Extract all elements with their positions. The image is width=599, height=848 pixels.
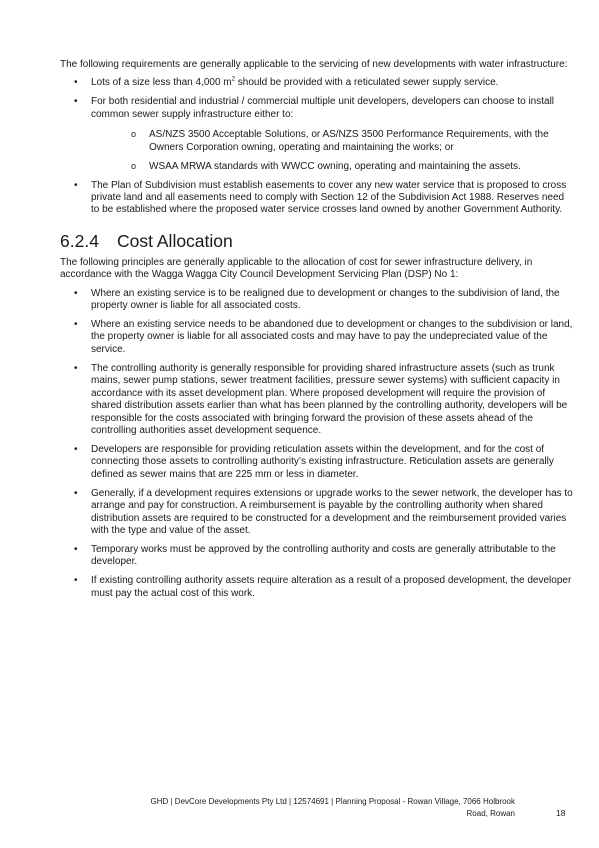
list-item-text: should be provided with a reticulated sewer supply service.	[234, 77, 499, 89]
intro-paragraph: The following requirements are generally applicable to the servicing of new developments with water infrastructure:	[60, 59, 568, 70]
sub-list-item: o AS/NZS 3500 Acceptable Solutions, or AS/NZS 3500 Performance Requirements, with the Owners Corporation owning, operating and maintaining the works; or	[91, 129, 575, 154]
list-item	[60, 96, 575, 173]
page-number: 18	[556, 808, 566, 818]
requirements-list	[60, 77, 575, 216]
footer-line: Road, Rowan	[466, 808, 515, 818]
list-item: • Where an existing service needs to be abandoned due to development or changes to the subdivision or land, the property owner is liable for all associated costs and may have to pay the undepreciated value of the service.	[60, 319, 575, 356]
list-item: • The controlling authority is generally responsible for providing shared infrastructure assets (such as trunk mains, sewer pump stations, sewer treatment facilities, pressure sewer systems) with sufficient capacity in accordance with its asset development plan. Where proposed development will require the provision of shared distribution assets earlier than what has been planned by the controlling authority, developers will be responsible for the costs associated with bringing forward the provision of these assets ahead of the controlling authorities asset development sequence.	[60, 363, 575, 437]
superscript: 2	[231, 77, 235, 84]
sub-list-item: o WSAA MRWA standards with WWCC owning, operating and maintaining the assets.	[91, 161, 575, 173]
list-item: • Where an existing service is to be realigned due to development or changes to the subdivision of land, the property owner is liable for all associated costs.	[60, 288, 575, 313]
list-item: • Temporary works must be approved by the controlling authority and costs are generally attributable to the developer.	[60, 544, 575, 569]
list-item: • The Plan of Subdivision must establish easements to cover any new water service that is proposed to cross private land and all easements need to comply with Section 12 of the Subdivision Act 1988. Reserves need to be established where the proposed water service crosses land owned by another Government Authority.	[60, 180, 575, 217]
list-item-text: Lots of a size less than 4,000 m	[91, 77, 232, 89]
list-item: • Developers are responsible for providing reticulation assets within the development, and for the cost of connecting those assets to controlling authority’s existing infrastructure. Reticulation assets are generally defined as sewer mains that are 225 mm or less in diameter.	[60, 444, 575, 481]
section-title: Cost Allocation	[117, 230, 233, 251]
list-item: • If existing controlling authority assets require alteration as a result of a proposed development, the developer must pay the actual cost of this work.	[60, 575, 575, 600]
section-number: 6.2.4	[60, 230, 99, 251]
sub-list	[91, 129, 575, 173]
footer-line: GHD | DevCore Developments Pty Ltd | 12574691 | Planning Proposal - Rowan Village, 7066 Holbrook	[150, 797, 515, 806]
page-footer	[60, 796, 515, 819]
section-heading	[60, 231, 575, 251]
page-content	[60, 59, 575, 607]
list-item: • Generally, if a development requires extensions or upgrade works to the sewer network, the developer has to arrange and pay for construction. A reimbursement is payable by the controlling authority when shared distribution assets are required to be constructed for a development and the reimbursement provided varies with the type and value of the asset.	[60, 488, 575, 538]
principles-list	[60, 288, 575, 601]
list-item-text: For both residential and industrial / commercial multiple unit developers, developers can choose to install common sewer supply infrastructure either to:	[91, 96, 555, 120]
list-item	[60, 77, 575, 89]
cost-intro-paragraph: The following principles are generally applicable to the allocation of cost for sewer infrastructure delivery, in accordance with the Wagga Wagga City Council Development Servicing Plan (DSP) No 1:	[60, 256, 533, 281]
